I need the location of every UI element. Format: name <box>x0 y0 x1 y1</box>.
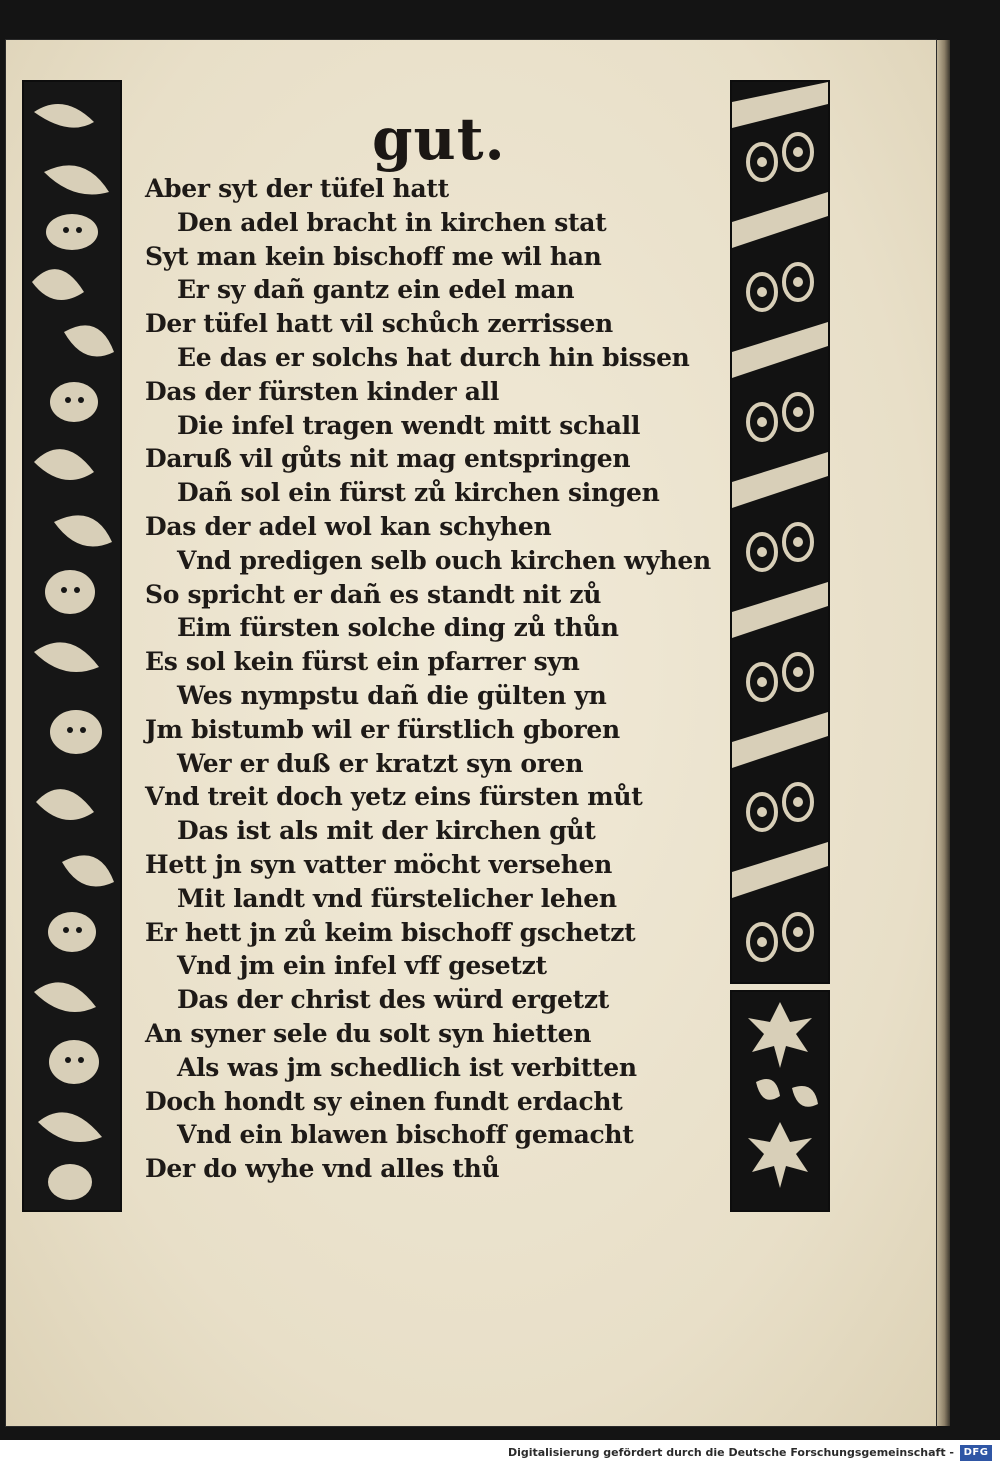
floral-woodcut-border-icon <box>730 990 830 1212</box>
verse-line: Das der fürsten kinder all <box>145 376 500 406</box>
verse-line: Der do wyhe vnd alles thů <box>145 1154 500 1184</box>
verse-line: Syt man kein bischoff me wil han <box>145 241 602 271</box>
eye-pattern-woodcut-border-icon <box>730 80 830 984</box>
footer-credit: Digitalisierung gefördert durch die Deutsche Forschungsgemeinschaft - <box>507 1446 954 1459</box>
verse-line: Vnd predigen selb ouch kirchen wyhen <box>177 545 711 575</box>
page-heading: gut. <box>372 105 506 173</box>
verse-line: Das der adel wol kan schyhen <box>145 511 552 541</box>
verse-line: Vnd jm ein infel vff gesetzt <box>177 951 547 981</box>
verse-line: Vnd ein blawen bischoff gemacht <box>177 1120 634 1150</box>
page-edge <box>936 40 950 1426</box>
verse-line: Es sol kein fürst ein pfarrer syn <box>145 647 580 677</box>
verse-line: Das der christ des würd ergetzt <box>177 985 609 1015</box>
verse-line: Doch hondt sy einen fundt erdacht <box>145 1086 623 1116</box>
verse-line: Die infel tragen wendt mitt schall <box>177 410 641 440</box>
verse-line: Den adel bracht in kirchen stat <box>177 207 607 237</box>
footer-bar <box>0 1440 1000 1467</box>
verse-line: Jm bistumb wil er fürstlich gboren <box>145 714 620 744</box>
verse-line: Er hett jn zů keim bischoff gschetzt <box>145 917 636 947</box>
verse-line: An syner sele du solt syn hietten <box>145 1018 592 1048</box>
verse-line: Dañ sol ein fürst zů kirchen singen <box>177 478 660 508</box>
verse-line: Als was jm schedlich ist verbitten <box>177 1052 637 1082</box>
verse-line: Daruß vil gůts nit mag entspringen <box>145 444 631 474</box>
verse-line: Wes nympstu dañ die gülten yn <box>177 680 607 710</box>
verse-line: Eim fürsten solche ding zů thůn <box>177 613 619 643</box>
verse-line: Aber syt der tüfel hatt <box>145 174 449 203</box>
verse-line: Hett jn syn vatter möcht versehen <box>145 849 613 879</box>
verse-line: Wer er duß er kratzt syn oren <box>177 748 584 778</box>
verse-line: Vnd treit doch yetz eins fürsten můt <box>145 782 643 812</box>
verse-list <box>145 172 725 1186</box>
verse-line: Ee das er solchs hat durch hin bissen <box>177 342 690 372</box>
verse-line: Er sy dañ gantz ein edel man <box>177 275 575 305</box>
foliage-woodcut-border-icon <box>22 80 122 1212</box>
dfg-logo-icon: DFG <box>960 1445 992 1461</box>
verse-line: So spricht er dañ es standt nit zů <box>145 579 602 609</box>
verse-line: Mit landt vnd fürstelicher lehen <box>177 883 617 913</box>
verse-line: Der tüfel hatt vil schůch zerrissen <box>145 309 613 339</box>
verse-line: Das ist als mit der kirchen gůt <box>177 816 596 846</box>
